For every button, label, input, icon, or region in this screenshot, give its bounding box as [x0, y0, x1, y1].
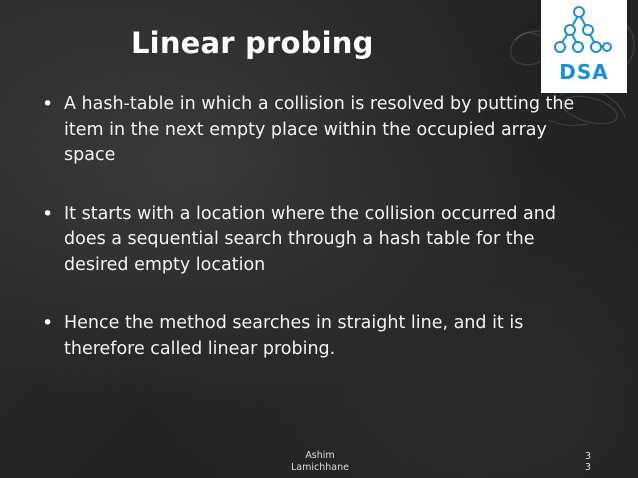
bullet-item: • Hence the method searches in straight line, and it is therefore called linear probing.	[40, 311, 600, 362]
dsa-logo	[541, 0, 627, 93]
bullet-list	[40, 92, 600, 395]
logo-text: DSA	[559, 60, 609, 84]
bullet-item: • It starts with a location where the collision occurred and does a sequential search through a hash table for the desired empty location	[40, 202, 600, 279]
tree-graph-icon	[541, 0, 627, 60]
slide-title: Linear probing	[131, 26, 374, 60]
footer-author: Ashim Lamichhane	[291, 450, 349, 473]
bullet-item: • A hash-table in which a collision is resolved by putting the item in the next empty place within the occupied array space	[40, 92, 600, 169]
slide-number: 33	[584, 451, 592, 473]
